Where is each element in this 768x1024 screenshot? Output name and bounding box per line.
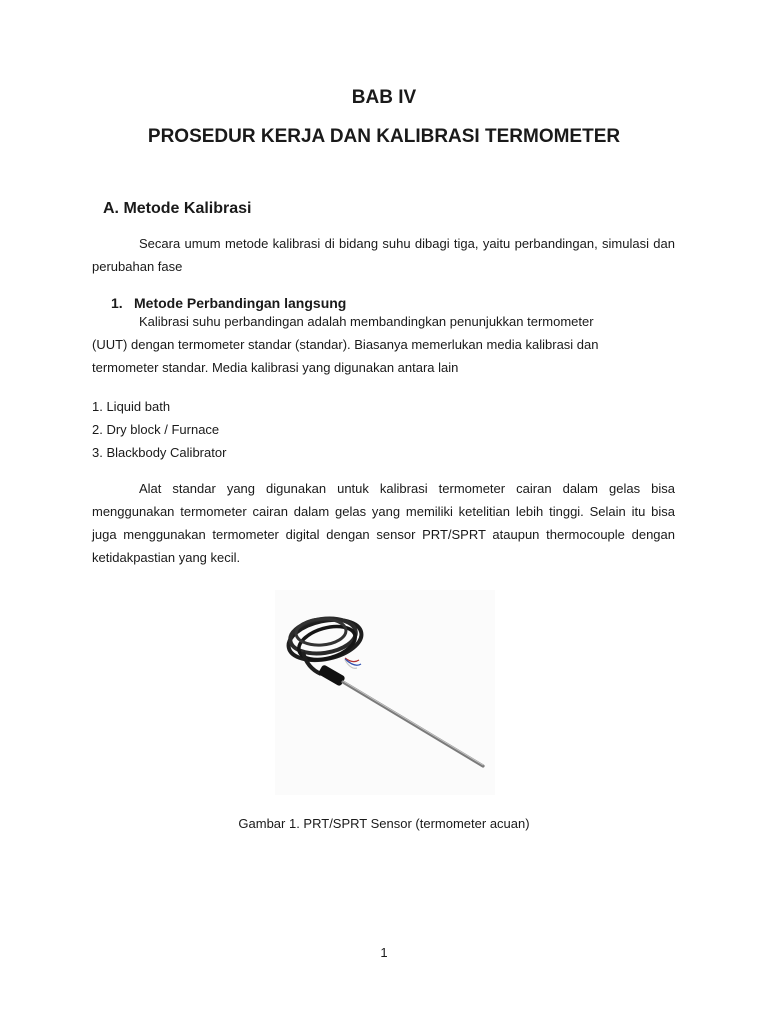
- list-item: 3. Blackbody Calibrator: [92, 445, 227, 460]
- calibration-media-list: [92, 395, 226, 464]
- prt-sensor-image: [275, 590, 495, 795]
- subsection-1-title: Metode Perbandingan langsung: [134, 295, 347, 311]
- paragraph-comparison-line-3: termometer standar. Media kalibrasi yang digunakan antara lain: [92, 360, 459, 375]
- paragraph-standard-tools: Alat standar yang digunakan untuk kalibrasi termometer cairan dalam gelas bisa menggunakan termometer cairan dalam gelas yang memiliki ketelitian lebih tinggi. Selain itu bisa juga menggunakan termometer digital dengan sensor PRT/SPRT ataupun thermocouple dengan ketidakpastian yang kecil.: [92, 481, 675, 565]
- subsection-1-number: 1.: [111, 295, 123, 311]
- paragraph-comparison-line-2: (UUT) dengan termometer standar (standar). Biasanya memerlukan media kalibrasi dan: [92, 337, 599, 352]
- paragraph-intro: Secara umum metode kalibrasi di bidang suhu dibagi tiga, yaitu perbandingan, simulasi dan perubahan fase: [92, 236, 675, 274]
- list-item: 2. Dry block / Furnace: [92, 422, 220, 437]
- figure-caption: Gambar 1. PRT/SPRT Sensor (termometer acuan): [238, 816, 530, 831]
- prt-sensor-figure: [275, 590, 495, 795]
- paragraph-comparison-line-1: Kalibrasi suhu perbandingan adalah membandingkan penunjukkan termometer: [139, 314, 594, 329]
- list-item: 1. Liquid bath: [92, 399, 171, 414]
- page-number: 1: [380, 945, 388, 960]
- chapter-heading: BAB IV: [351, 87, 417, 108]
- subsection-1-heading: [111, 295, 346, 311]
- section-a-heading: A. Metode Kalibrasi: [103, 200, 252, 217]
- chapter-title: PROSEDUR KERJA DAN KALIBRASI TERMOMETER: [147, 126, 621, 147]
- paragraph-comparison: [92, 310, 662, 379]
